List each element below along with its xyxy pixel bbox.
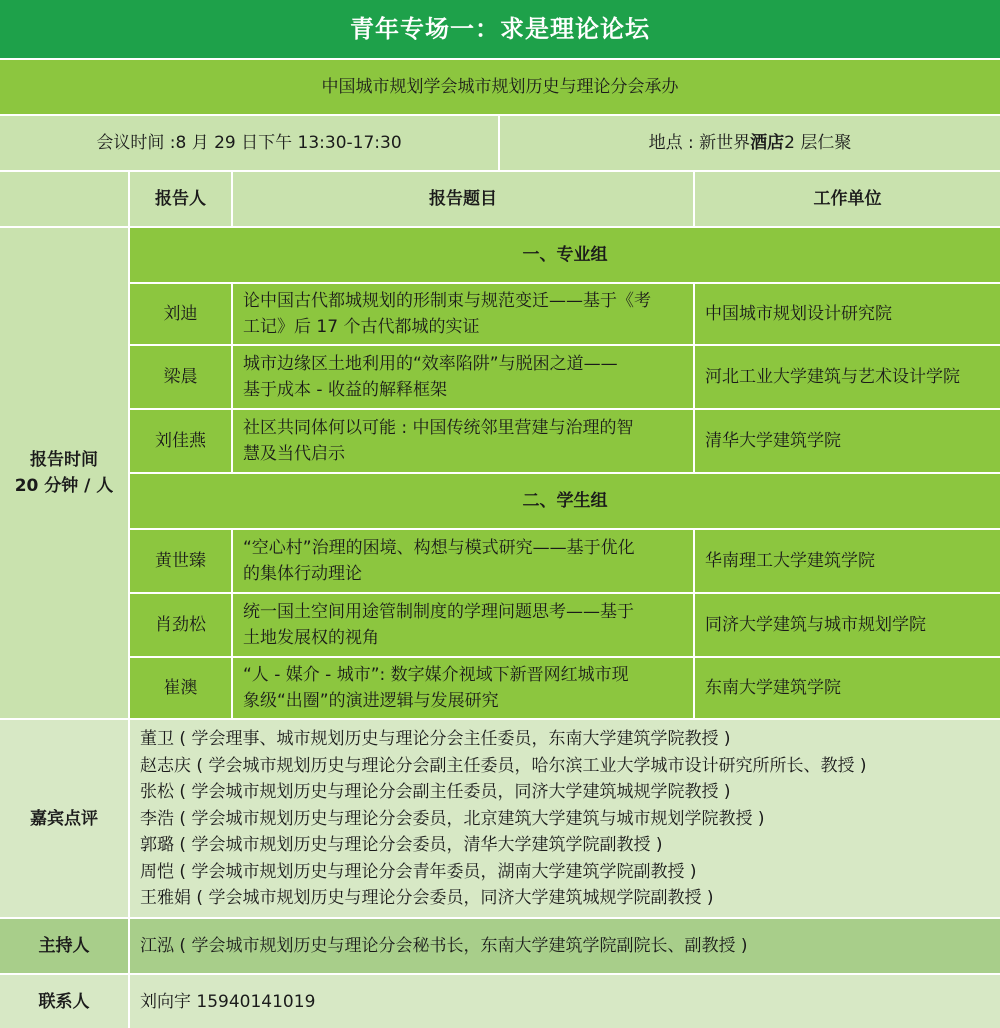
header-topic: 报告题目 bbox=[231, 170, 693, 226]
topic-line: “人 - 媒介 - 城市”: 数字媒介视域下新晋网红城市现 bbox=[243, 665, 629, 685]
table-row-topic bbox=[231, 656, 693, 718]
topic-line: 统一国土空间用途管制制度的学理问题思考——基于 bbox=[243, 602, 634, 622]
group-header-student: 二、学生组 bbox=[128, 472, 1000, 528]
page-title: 青年专场一：求是理论论坛 bbox=[0, 0, 1000, 58]
host-label: 主持人 bbox=[0, 917, 128, 973]
header-unit: 工作单位 bbox=[693, 170, 1000, 226]
location-prefix: 地点 : 新世界 bbox=[648, 133, 751, 153]
topic-line: 象级“出圈”的演进逻辑与发展研究 bbox=[243, 691, 499, 711]
report-time-label bbox=[0, 226, 128, 718]
topic-line: 工记》后 17 个古代都城的实证 bbox=[243, 317, 480, 337]
topic-line: 社区共同体何以可能 : 中国传统邻里营建与治理的智 bbox=[243, 418, 634, 438]
topic-line: 论中国古代都城规划的形制束与规范变迁——基于《考 bbox=[243, 291, 651, 311]
report-time-title: 报告时间 bbox=[30, 450, 98, 470]
guest-entry: 赵志庆 ( 学会城市规划历史与理论分会副主任委员，哈尔滨工业大学城市设计研究所所长、教授 ) bbox=[140, 755, 867, 776]
table-row-reporter: 黄世臻 bbox=[128, 528, 231, 592]
host-value: 江泓 ( 学会城市规划历史与理论分会秘书长，东南大学建筑学院副院长、副教授 ) bbox=[128, 917, 1000, 973]
table-row-reporter: 肖劲松 bbox=[128, 592, 231, 656]
guest-entry: 王雅娟 ( 学会城市规划历史与理论分会委员，同济大学建筑城规学院副教授 ) bbox=[140, 888, 714, 908]
meeting-location bbox=[498, 114, 1000, 170]
guest-entry: 郭璐 ( 学会城市规划历史与理论分会委员，清华大学建筑学院副教授 ) bbox=[140, 835, 663, 855]
guests-label: 嘉宾点评 bbox=[0, 718, 128, 917]
organizer-row: 中国城市规划学会城市规划历史与理论分会承办 bbox=[0, 58, 1000, 114]
table-row-topic bbox=[231, 282, 693, 344]
guest-entry: 李浩 ( 学会城市规划历史与理论分会委员，北京建筑大学建筑与城市规划学院教授 ) bbox=[140, 808, 765, 829]
table-row-reporter: 崔澳 bbox=[128, 656, 231, 718]
topic-line: 土地发展权的视角 bbox=[243, 628, 379, 648]
contact-label: 联系人 bbox=[0, 973, 128, 1028]
location-suffix: 2 层仁聚 bbox=[784, 133, 852, 153]
topic-line: “空心村”治理的困境、构想与模式研究——基于优化 bbox=[243, 538, 635, 558]
table-row-topic bbox=[231, 408, 693, 472]
topic-line: 慧及当代启示 bbox=[243, 444, 345, 464]
guest-entry: 董卫 ( 学会理事、城市规划历史与理论分会主任委员，东南大学建筑学院教授 ) bbox=[140, 729, 731, 749]
table-row-topic bbox=[231, 592, 693, 656]
table-row-unit: 中国城市规划设计研究院 bbox=[693, 282, 1000, 344]
table-row-unit: 清华大学建筑学院 bbox=[693, 408, 1000, 472]
header-blank bbox=[0, 170, 128, 226]
table-row-unit: 东南大学建筑学院 bbox=[693, 656, 1000, 718]
table-row-reporter: 刘佳燕 bbox=[128, 408, 231, 472]
report-time-duration: 20 分钟 / 人 bbox=[14, 476, 114, 496]
group-header-professional: 一、专业组 bbox=[128, 226, 1000, 282]
table-row-unit: 同济大学建筑与城市规划学院 bbox=[693, 592, 1000, 656]
header-reporter: 报告人 bbox=[128, 170, 231, 226]
topic-line: 的集体行动理论 bbox=[243, 564, 362, 584]
table-row-reporter: 梁晨 bbox=[128, 344, 231, 408]
topic-line: 基于成本 - 收益的解释框架 bbox=[243, 380, 447, 400]
table-row-unit: 河北工业大学建筑与艺术设计学院 bbox=[693, 344, 1000, 408]
location-highlight: 酒店 bbox=[750, 133, 785, 153]
topic-line: 城市边缘区土地利用的“效率陷阱”与脱困之道—— bbox=[243, 354, 618, 374]
table-row-topic bbox=[231, 344, 693, 408]
table-row-topic bbox=[231, 528, 693, 592]
guest-entry: 张松 ( 学会城市规划历史与理论分会副主任委员，同济大学建筑城规学院教授 ) bbox=[140, 782, 731, 802]
table-row-reporter: 刘迪 bbox=[128, 282, 231, 344]
guest-entry: 周恺 ( 学会城市规划历史与理论分会青年委员，湖南大学建筑学院副教授 ) bbox=[140, 861, 697, 882]
meeting-time: 会议时间 :8 月 29 日下午 13:30-17:30 bbox=[0, 114, 498, 170]
table-row-unit: 华南理工大学建筑学院 bbox=[693, 528, 1000, 592]
contact-value: 刘向宇 15940141019 bbox=[128, 973, 1000, 1028]
guests-list bbox=[128, 718, 1000, 917]
